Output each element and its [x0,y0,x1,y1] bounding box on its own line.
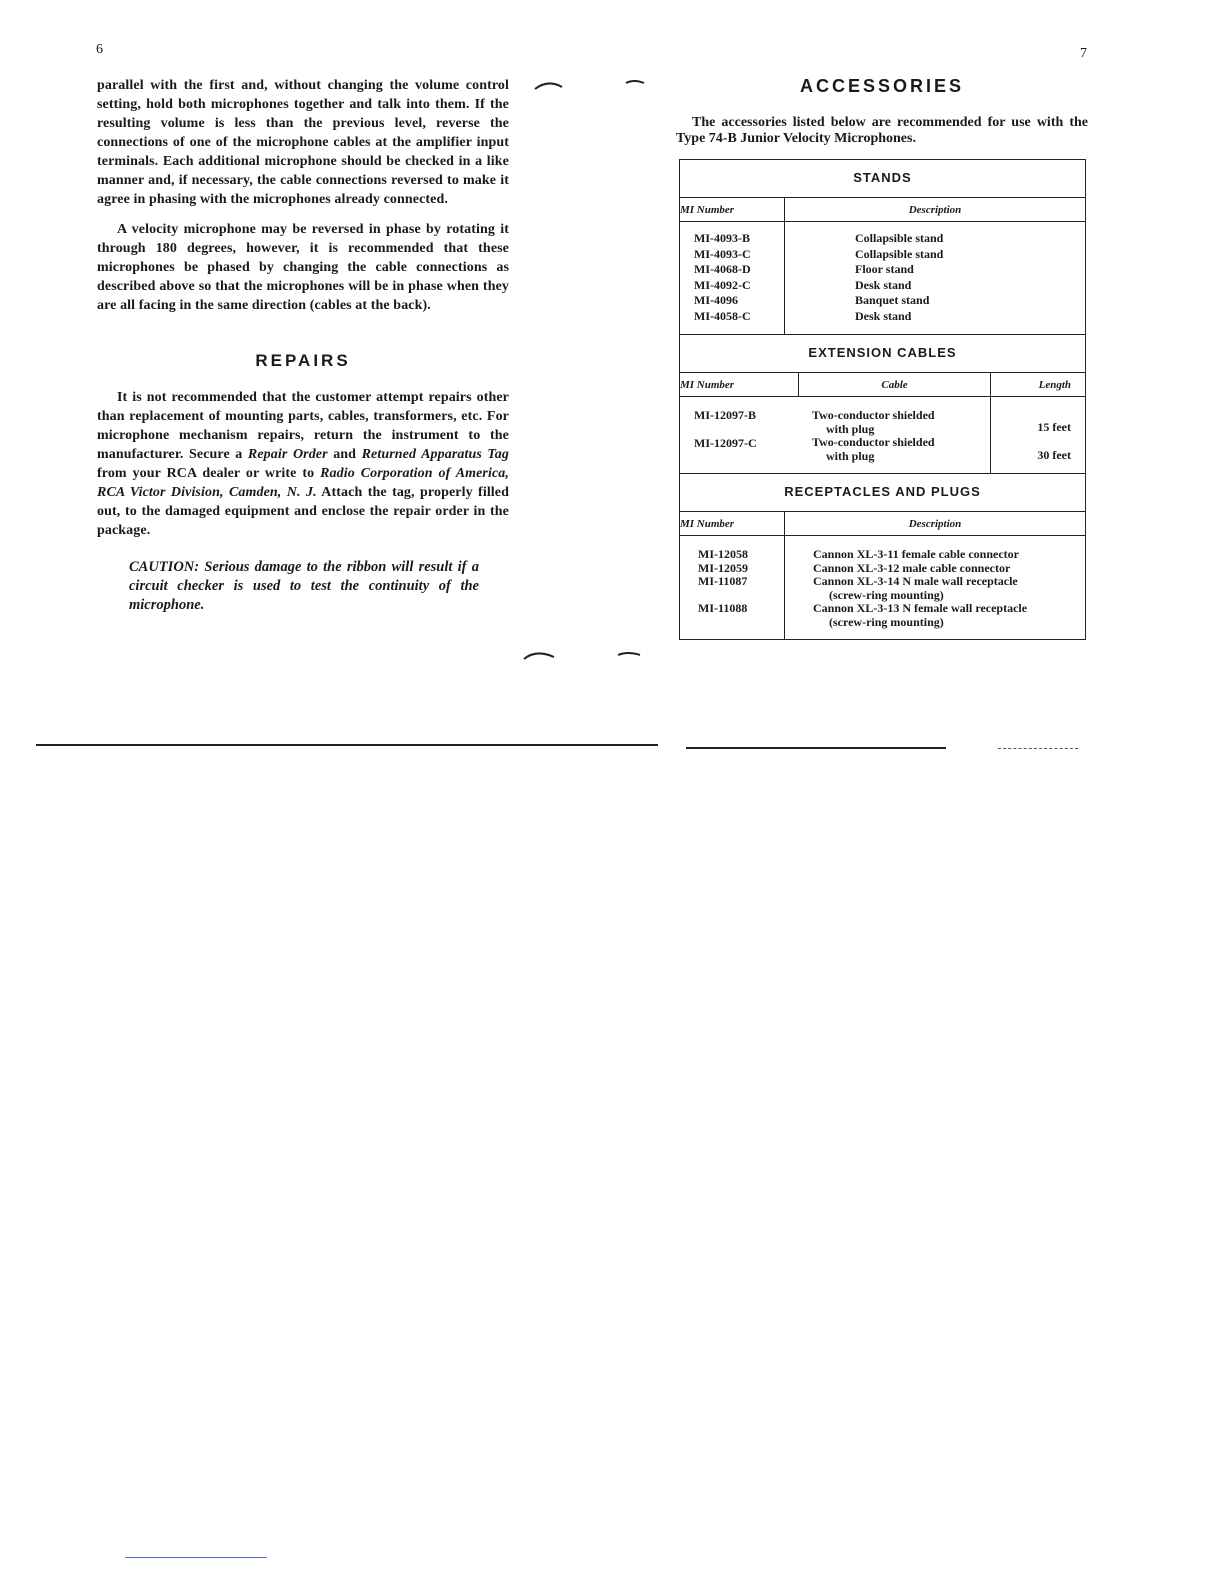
receptacle-mi: MI-11088 [698,601,748,615]
binding-mark-bottom [520,645,650,665]
page-footer-line [125,1557,267,1558]
cable-desc-sub: with plug [826,448,875,463]
receptacle-desc-sub: (screw-ring mounting) [829,587,944,602]
stand-mi: MI-4058-C [694,308,751,323]
accessories-intro: The accessories listed below are recommended for use with the Type 74-B Junior Velocity Microphones. [676,115,1088,146]
stand-mi: MI-4092-C [694,277,751,292]
rca-address-text: Radio Corporation of America, RCA Victor Division, Camden, N. J. [97,466,509,500]
stand-mi: MI-4093-C [694,246,751,261]
receptacle-mi: MI-12059 [698,560,748,575]
returned-apparatus-tag-text: Returned Apparatus Tag [361,447,509,462]
stand-desc: Collapsible stand [855,231,944,245]
repairs-text-3: from your RCA dealer or write to [97,466,321,481]
repairs-text-2: and [327,447,362,462]
cables-header [680,373,1085,397]
bottom-rule-fragment [998,748,1078,749]
receptacle-desc-sub: (screw-ring mounting) [829,614,944,629]
stand-desc: Desk stand [855,277,912,292]
receptacles-mi-cell [680,536,784,639]
paragraph-reverse-phase: A velocity microphone may be reversed in phase by rotating it through 180 degrees, however, it is recommended that these microphones be phased by changing the cable connections as described above so that the microphones will be in phase when they are all facing in the same direction (cables at the back). [97,222,509,313]
receptacles-desc-cell [784,536,1085,639]
cable-length: 15 feet [1037,420,1071,434]
repairs-heading: REPAIRS [255,351,351,370]
stand-mi: MI-4093-B [694,231,750,245]
right-column [676,76,1088,640]
cables-desc-cell [798,397,990,473]
left-column [97,76,509,615]
repairs-text-4: Attach the tag, properly filled out, to the damaged equipment and enclose the repair order in the package. [97,485,509,538]
stand-desc: Banquet stand [855,293,930,307]
cable-mi: MI-12097-B [694,408,756,422]
cable-length: 30 feet [1037,447,1071,462]
receptacles-rows [680,536,1085,639]
receptacles-header [680,512,1085,536]
stand-desc: Desk stand [855,308,912,323]
caution-note: CAUTION: Serious damage to the ribbon will result if a circuit checker is used to test the continuity of the microphone. [129,559,479,613]
paragraph-phasing: parallel with the first and, without changing the volume control setting, hold both microphones together and talk into them. If the resulting volume is less than the previous level, reverse the connections of one of the microphone cables at the amplifier input terminals. Each additional microphone should be checked in a like manner and, if necessary, the cable connections reversed to make it agree in phasing with the microphones already connected. [97,78,509,207]
stands-col-desc: Description [784,198,1085,221]
stands-desc-cell [784,222,1085,334]
receptacle-desc: Cannon XL-3-13 N female wall receptacle [813,601,1028,615]
cables-col-mi: MI Number [680,379,735,391]
stands-title: STANDS [680,160,1085,198]
accessories-table [679,159,1086,640]
stands-rows [680,222,1085,335]
page-number-right: 7 [1080,46,1087,61]
stands-header [680,198,1085,222]
cables-mi-cell [680,397,798,473]
receptacle-mi: MI-12058 [698,547,748,561]
cables-length-cell [990,397,1085,473]
receptacles-title: RECEPTACLES AND PLUGS [680,474,1085,512]
paragraph-repairs [97,388,509,540]
cable-desc-sub: with plug [826,421,875,436]
bottom-rule-right [686,747,946,749]
receptacle-desc: Cannon XL-3-14 N male wall receptacle [813,574,1018,588]
cable-mi: MI-12097-C [694,435,757,450]
receptacle-desc: Cannon XL-3-11 female cable connector [813,547,1019,561]
cable-desc: Two-conductor shielded [812,408,935,422]
accessories-heading: ACCESSORIES [799,76,965,96]
receptacles-col-mi: MI Number [680,518,735,530]
binding-mark-top [530,75,650,95]
cable-desc: Two-conductor shielded [812,435,935,449]
page-number-left: 6 [96,42,103,57]
cables-col-length: Length [990,373,1085,396]
receptacle-mi: MI-11087 [698,574,748,588]
cables-rows [680,397,1085,474]
receptacles-col-desc: Description [784,512,1085,535]
cables-title: EXTENSION CABLES [680,335,1085,373]
receptacle-desc: Cannon XL-3-12 male cable connector [813,560,1011,575]
stands-mi-cell [680,222,784,334]
stand-mi: MI-4096 [694,293,738,307]
cables-col-cable: Cable [798,373,990,396]
stands-col-mi: MI Number [680,204,735,216]
stand-desc: Collapsible stand [855,246,944,261]
repair-order-text: Repair Order [247,447,328,462]
bottom-rule-left [36,744,658,746]
stand-mi: MI-4068-D [694,262,751,276]
repairs-text-1: It is not recommended that the customer attempt repairs other than replacement of mounting parts, cables, transformers, etc. For microphone mechanism repairs, return the instrument to the manufacturer. Secure a [97,390,509,462]
stand-desc: Floor stand [855,262,914,276]
